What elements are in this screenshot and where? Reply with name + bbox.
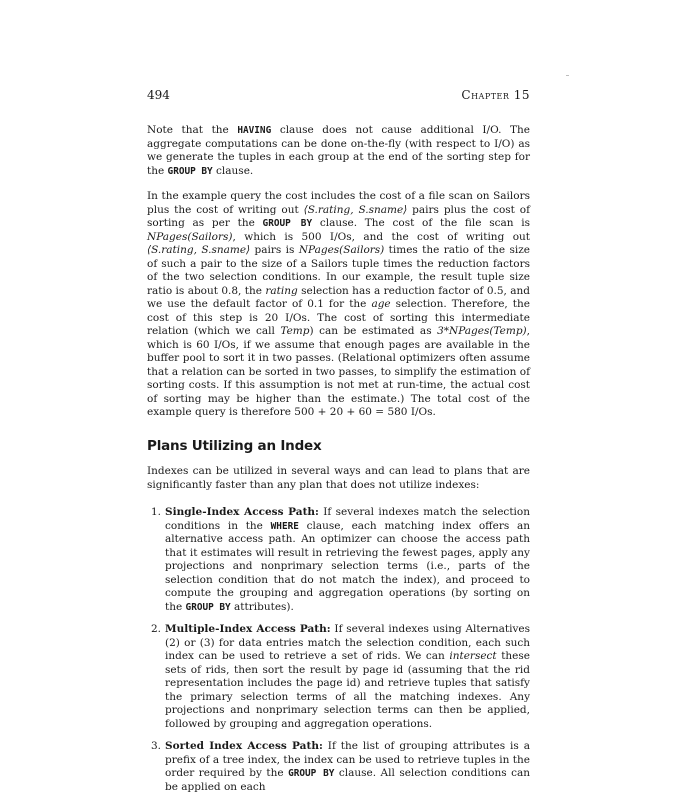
page-number: 494 [147, 88, 170, 102]
paragraph-cost-example: In the example query the cost includes the cost of a file scan on Sailors plus the cost of writing out ⟨S.rating, S.sname⟩ pairs plus the cost of sorting as per the GROUP BY clause. The cost of the file scan is NPages(Sailors), which is 500 I/Os, and the cost of writing out ⟨S.rating, S.sname⟩ pairs is NPages(Sailors) times the ratio of the size of such a pair to the size of a Sailors tuple times the reduction factors of the two selection conditions. In our example, the result tuple size ratio is about 0.8, the rating selection has a reduction factor of 0.5, and we use the default factor of 0.1 for the age selection. Therefore, the cost of this step is 20 I/Os. The cost of sorting this intermediate relation (which we call Temp) can be estimated as 3*NPages(Temp), which is 60 I/Os, if we assume that enough pages are available in the buffer pool to sort it in two passes. (Relational optimizers often assume that a relation can be sorted in two passes, to simplify the estimation of sorting costs. If this assumption is not met at run-time, the actual cost of sorting may be higher than the estimate.) The total cost of the example query is therefore 500 + 20 + 60 = 580 I/Os. [147, 190, 531, 418]
list-number: 3. [151, 740, 162, 752]
list-item-title: Multiple-Index Access Path: [165, 623, 331, 635]
index-plan-list [147, 506, 530, 794]
paragraph-index-intro: Indexes can be utilized in several ways and can lead to plans that are significantly faster than any plan that does not utilize indexes: [147, 465, 530, 491]
section-heading: Plans Utilizing an Index [147, 437, 322, 454]
page-body [147, 124, 530, 803]
list-item-title: Sorted Index Access Path: [165, 740, 323, 752]
list-number: 1. [151, 506, 162, 518]
paragraph-having-clause: Note that the HAVING clause does not cause additional I/O. The aggregate computations can be done on-the-fly (with respect to I/O) as we generate the tuples in each group at the end of the sorting step for the GROUP BY clause. [147, 124, 530, 177]
list-item-sorted-index: 3. Sorted Index Access Path: If the list of grouping attributes is a prefix of a tree index, the index can be used to retrieve tuples in the order required by the GROUP BY clause. All selection conditions can be applied on each [151, 740, 530, 793]
scan-artifact [566, 75, 569, 76]
running-header [147, 88, 530, 108]
list-item-title: Single-Index Access Path: [165, 506, 319, 518]
chapter-label: Chapter 15 [461, 88, 530, 102]
list-item-single-index: 1. Single-Index Access Path: If several indexes match the selection conditions in the WHERE clause, each matching index offers an alternative access path. An optimizer can choose the access path that it estimates will result in retrieving the fewest pages, apply any projections and nonprimary selection terms (i.e., parts of the selection condition that do not match the index), and proceed to compute the grouping and aggregation operations (by sorting on the GROUP BY attributes). [151, 506, 530, 613]
list-number: 2. [151, 623, 162, 635]
list-item-multiple-index: 2. Multiple-Index Access Path: If several indexes using Alternatives (2) or (3) for data entries match the selection condition, each such index can be used to retrieve a set of rids. We can intersect these sets of rids, then sort the result by page id (assuming that the rid representation includes the page id) and retrieve tuples that satisfy the primary selection terms of all the matching indexes. Any projections and nonprimary selection terms can then be applied, followed by grouping and aggregation operations. [151, 623, 531, 730]
